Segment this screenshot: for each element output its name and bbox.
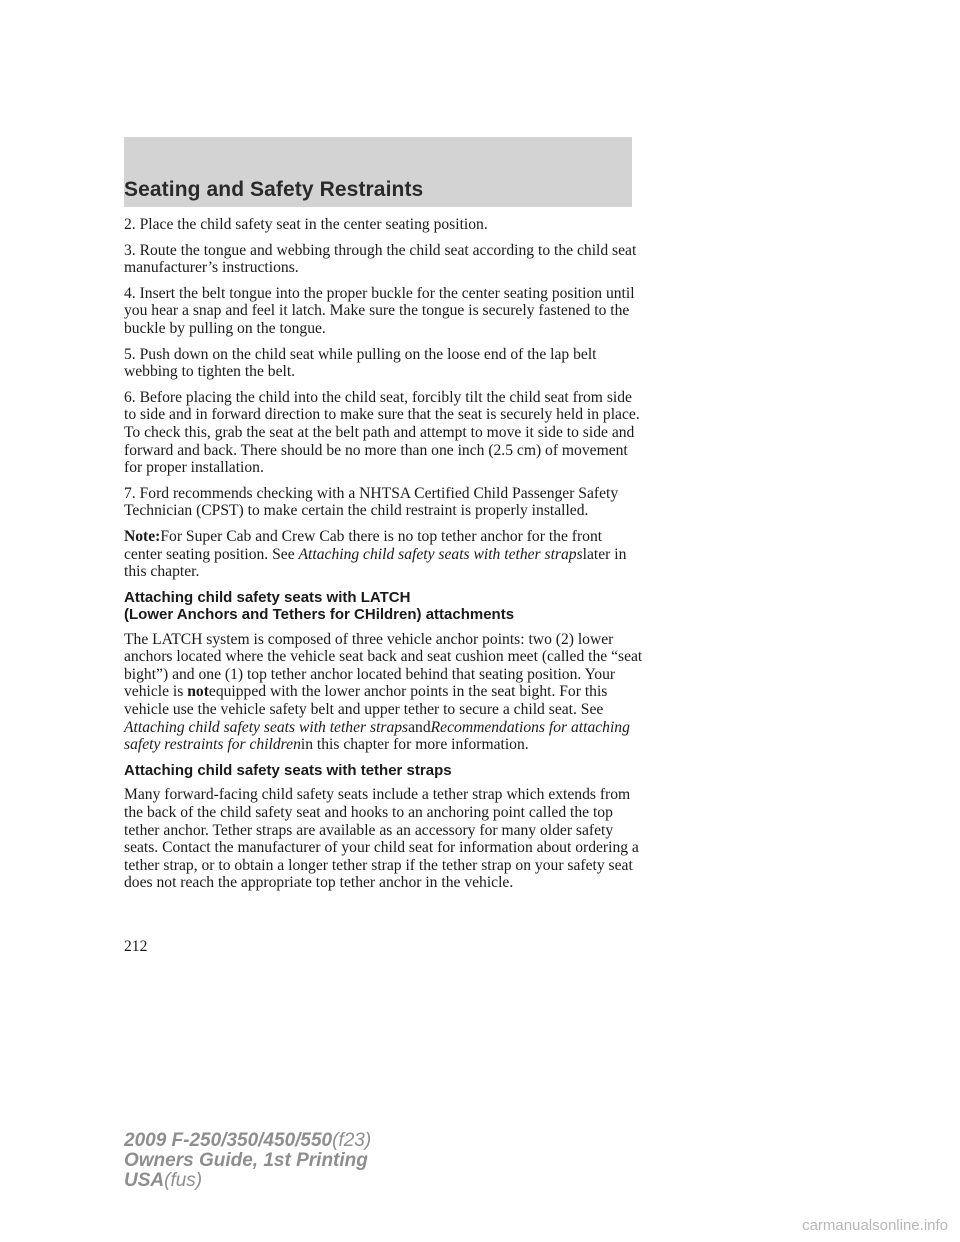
- footer-line-1: [124, 1131, 371, 1151]
- note-crossref: Attaching child safety seats with tether straps: [298, 545, 583, 563]
- footer-model-code: (f23): [332, 1130, 372, 1151]
- step-4: 4. Insert the belt tongue into the proper buckle for the center seating position until you hear a snap and feel it latch. Make sure the tongue is securely fastened to the buckle by pulling on the tongue.: [124, 284, 635, 337]
- watermark: carmanualsonline.info: [802, 1217, 948, 1234]
- latch-crossref-1: Attaching child safety seats with tether straps: [124, 718, 409, 736]
- latch-emphasis: not: [187, 683, 209, 701]
- footer-line-3: [124, 1171, 371, 1191]
- step-2: 2. Place the child safety seat in the center seating position.: [124, 216, 488, 233]
- page-content: [124, 216, 644, 900]
- latch-and: and: [408, 718, 431, 736]
- page-number: 212: [124, 938, 148, 955]
- note-text: For Super Cab and Crew Cab there is no top tether anchor for the front center seating position. See: [124, 527, 603, 563]
- latch-heading-line1: Attaching child safety seats with LATCH: [124, 588, 411, 606]
- latch-heading: [124, 589, 644, 624]
- latch-tail: in this chapter for more information.: [300, 736, 529, 754]
- tether-paragraph: Many forward-facing child safety seats include a tether strap which extends from the back of the child safety seat and hooks to an anchoring point called the top tether anchor. Tether straps are available as an accessory for many older safety seats. Contact the manufacturer of your child seat for information about ordering a tether strap, or to obtain a longer tether strap if the tether strap on your safety seat does not reach the appropriate top tether anchor in the vehicle.: [124, 786, 639, 892]
- footer-model: 2009 F-250/350/450/550: [124, 1130, 333, 1151]
- latch-text-1: The LATCH system is composed of three vehicle anchor points: two (2) lower anchors located where the vehicle seat back and seat cushion meet (called the “seat bight”) and one (1) top tether anchor located behind that seating position. Your vehicle is: [124, 630, 643, 701]
- note-paragraph: [124, 528, 644, 581]
- step-6: 6. Before placing the child into the child seat, forcibly tilt the child seat from side to side and in forward direction to make sure that the seat is securely held in place. To check this, grab the seat at the belt path and attempt to move it side to side and forward and back. There should be no more than one inch (2.5 cm) of movement for proper installation.: [124, 388, 640, 477]
- tether-heading: Attaching child safety seats with tether straps: [124, 761, 452, 779]
- section-title: Seating and Safety Restraints: [124, 178, 424, 201]
- step-7: 7. Ford recommends checking with a NHTSA Certified Child Passenger Safety Technician (CPST) to make certain the child restraint is properly installed.: [124, 484, 619, 520]
- latch-heading-line2: (Lower Anchors and Tethers for CHildren) attachments: [124, 606, 515, 624]
- note-label: Note:: [124, 527, 161, 545]
- print-footer: [124, 1131, 371, 1191]
- footer-region: USA: [124, 1170, 165, 1191]
- note-tail: later in this chapter.: [124, 545, 627, 581]
- footer-region-code: (fus): [164, 1170, 203, 1191]
- latch-paragraph: [124, 631, 644, 754]
- step-5: 5. Push down on the child seat while pulling on the loose end of the lap belt webbing to tighten the belt.: [124, 345, 597, 381]
- latch-text-2: equipped with the lower anchor points in the seat bight. For this vehicle use the vehicle safety belt and upper tether to secure a child seat. See: [124, 683, 608, 719]
- latch-crossref-2: Recommendations for attaching safety restraints for children: [124, 718, 630, 754]
- step-3: 3. Route the tongue and webbing through the child seat according to the child seat manufacturer’s instructions.: [124, 241, 637, 277]
- footer-guide: Owners Guide, 1st Printing: [124, 1150, 368, 1171]
